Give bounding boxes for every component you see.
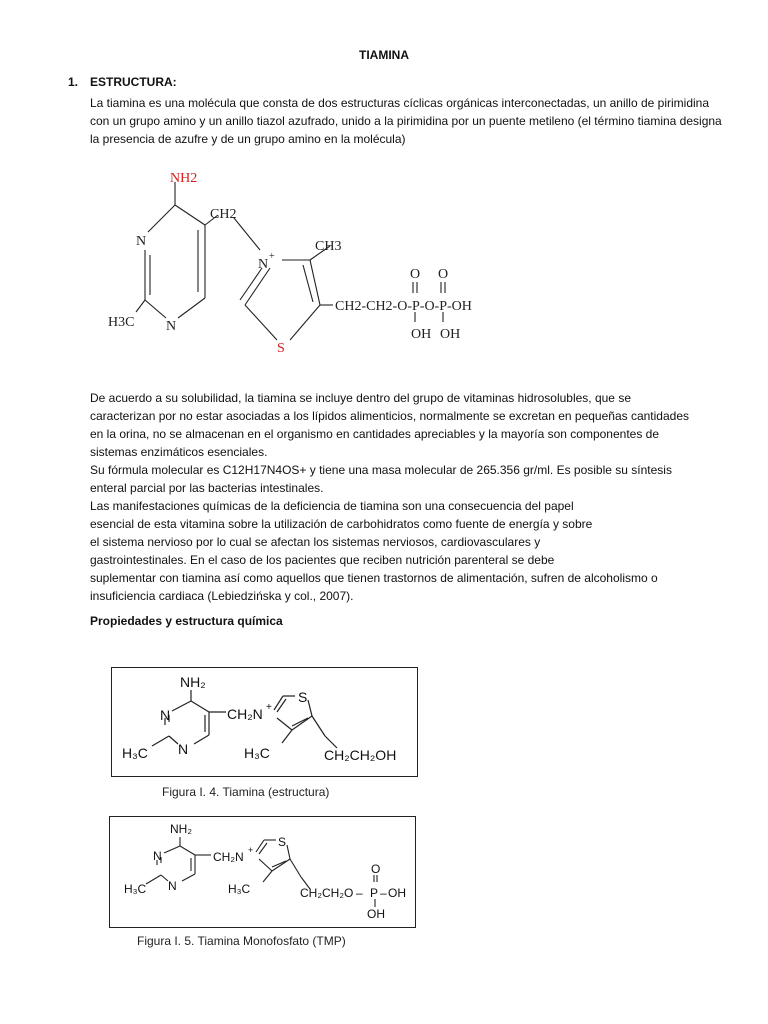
body-line: el sistema nervioso por lo cual se afectan los sistemas nerviosos, cardiovasculares y [90,535,541,549]
hydroxyl-1: OH [411,327,432,342]
methylene-nitrogen-label: CH₂N [227,706,263,722]
ring-nitrogen-top: N [153,849,162,863]
diphosphate-chain: CH2-CH2-O-P-O-P-OH [335,299,472,314]
methyl-label: H3C [108,315,135,330]
sulfur-label: S [278,835,287,849]
thiazole-methyl-label: CH3 [315,239,342,254]
figure-caption: Figura I. 4. Tiamina (estructura) [162,785,330,799]
thiazole-methyl-label: H₃C [244,745,270,761]
properties-heading: Propiedades y estructura química [90,614,283,628]
ring-nitrogen-bottom: N [178,741,189,757]
phosphorus-label: P [370,886,379,900]
body-line: sistemas enzimáticos esenciales. [90,445,268,459]
amino-group-label: NH₂ [170,822,192,836]
ring-nitrogen-2: N [166,319,177,334]
methylene-nitrogen-label: CH₂N [213,850,244,864]
ethoxy-chain-label: CH₂CH₂O [300,886,354,900]
sulfur-label: S [277,341,285,356]
ring-nitrogen-1: N [136,234,147,249]
page-title: TIAMINA [359,48,409,62]
body-line: Su fórmula molecular es C12H17N4OS+ y tiene una masa molecular de 265.356 gr/ml. Es posible su síntesis [90,463,672,477]
figure-thiamine-structure [111,667,418,777]
hydroxyethyl-label: CH₂CH₂OH [324,747,397,763]
phosphate-link-dash: – [356,886,363,900]
section-number: 1. [68,75,79,89]
body-line: en la orina, no se almacenan en el organismo en cantidades apreciables y la mayoría son componentes de [90,427,660,441]
thiazolium-nitrogen: N [258,257,269,272]
ring-nitrogen-top: N [160,707,171,723]
positive-charge: + [248,845,254,855]
thiamine-structure-drawing [100,160,520,360]
body-line: De acuerdo a su solubilidad, la tiamina se incluye dentro del grupo de vitaminas hidrosolubles, que se [90,391,631,405]
figure-thiamine-monophosphate [109,816,416,928]
figure-caption: Figura I. 5. Tiamina Monofosfato (TMP) [137,934,346,948]
hydroxyl-bottom: OH [367,907,385,921]
hydroxyl-dash: – [380,886,387,900]
body-line: Las manifestaciones químicas de la deficiencia de tiamina son una consecuencia del papel [90,499,574,513]
phosphate-oxygen-1: O [410,267,421,282]
methyl-label: H₃C [122,745,148,761]
phosphate-oxygen: O [371,862,381,876]
body-line: enteral parcial por las bacterias intestinales. [90,481,324,495]
methyl-label: H₃C [124,882,147,896]
positive-charge: + [269,251,275,262]
section-heading: ESTRUCTURA: [90,75,177,89]
sulfur-label: S [298,689,308,705]
body-paragraph [90,389,730,605]
hydroxyl-right: OH [388,886,406,900]
body-line: suplementar con tiamina así como aquellos que tienen trastornos de alimentación, sufren de alcoholismo o [90,571,658,585]
thiazole-methyl-label: H₃C [228,882,251,896]
hydroxyl-2: OH [440,327,461,342]
amino-group-label: NH₂ [180,674,206,690]
methylene-label: CH2 [210,207,237,222]
body-line: gastrointestinales. En el caso de los pacientes que reciben nutrición parenteral se debe [90,553,555,567]
tmp-molecule-drawing [110,817,415,927]
phosphate-oxygen-2: O [438,267,449,282]
positive-charge: + [266,702,272,713]
intro-paragraph: La tiamina es una molécula que consta de dos estructuras cíclicas orgánicas interconectadas, un anillo de pirimidina con un grupo amino y un anillo tiazol azufrado, unido a la pirimidina por un puente metileno (el término tiamina designa la presencia de azufre y de un grupo amino en la molécula) [90,96,722,146]
body-line: insuficiencia cardiaca (Lebiedzińska y col., 2007). [90,589,354,603]
ring-nitrogen-bottom: N [168,879,177,893]
thiamine-molecule-drawing [112,668,417,776]
amino-group-label: NH2 [170,171,198,186]
body-line: esencial de esta vitamina sobre la utilización de carbohidratos como fuente de energía y sobre [90,517,593,531]
body-line: caracterizan por no estar asociadas a los lípidos alimenticios, normalmente se excretan en pequeñas cantidades [90,409,690,423]
